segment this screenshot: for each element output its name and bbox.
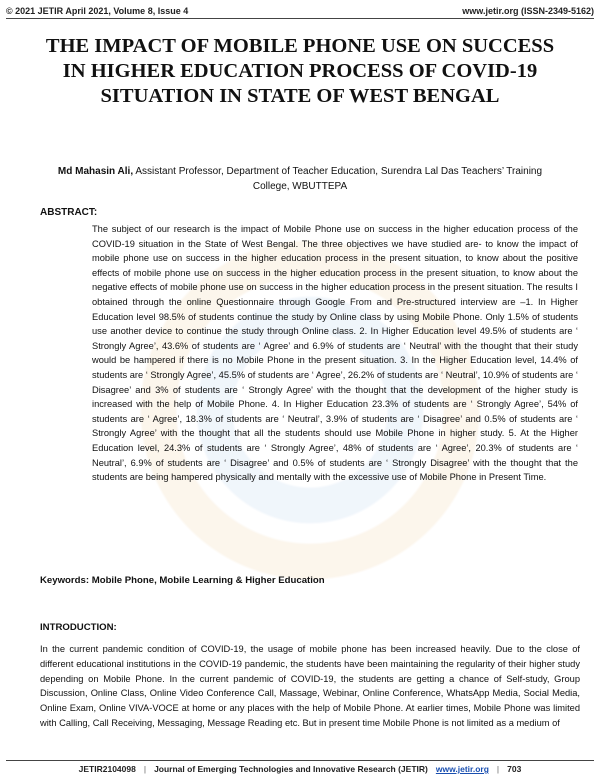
paper-title: THE IMPACT OF MOBILE PHONE USE ON SUCCESS IN HIGHER EDUCATION PROCESS OF COVID-19 SITUATION IN STATE OF WEST BENGAL bbox=[45, 35, 555, 107]
footer-divider bbox=[6, 760, 594, 761]
introduction-text: In the current pandemic condition of COVID-19, the usage of mobile phone has been increased heavily. Due to the close of different educational institutions in the COVID-19 pandemic, the students have been maintaining the regularity of their higher study depending on Mobile Phone. In the current pandemic of COVID-19, the students are getting a chance of Self-study, Group Discussion, Online Class, Online Video Conference Call, Massage, Webinar, Online Conference, WhatsApp Media, Social Media, Online Exam, Online VIVA-VOCE at home or any places with the help of Mobile Phone. At earlier times, Mobile Phone was limited with Calling, Call Receiving, Messaging, Message Reading etc. But in present time Mobile Phone is not limited as a medium of bbox=[40, 644, 580, 728]
header-divider bbox=[6, 18, 594, 19]
footer-paper-id: JETIR2104098 bbox=[78, 764, 136, 774]
header-website-issn: www.jetir.org (ISSN-2349-5162) bbox=[462, 6, 594, 16]
header-journal-info: © 2021 JETIR April 2021, Volume 8, Issue 4 bbox=[6, 6, 189, 16]
footer-separator: | bbox=[496, 764, 500, 774]
keywords-line: Keywords: Mobile Phone, Mobile Learning & Higher Education bbox=[40, 575, 325, 586]
footer-separator: | bbox=[143, 764, 147, 774]
author-name: Md Mahasin Ali, bbox=[57, 166, 134, 177]
running-footer bbox=[0, 763, 600, 775]
footer-journal-name: Journal of Emerging Technologies and Innovative Research (JETIR) bbox=[154, 764, 428, 774]
running-header bbox=[6, 4, 594, 18]
author-affiliation: Assistant Professor, Department of Teacher Education, Surendra Lal Das Teachers’ Training College, WBUTTEPA bbox=[135, 166, 543, 192]
introduction-heading: INTRODUCTION: bbox=[40, 622, 117, 633]
footer-page-number: 703 bbox=[507, 764, 522, 774]
abstract-text: The subject of our research is the impact of Mobile Phone use on success in the higher education process of the COVID-19 situation in the State of West Bengal. The three objectives we have studied are- to know the impact of mobile phone use on success in the higher education process in the present situation, to know about the positive effects of mobile phone use on success in the higher education process in the present situation, to know about the negative effects of mobile phone use on success in the higher education process in the present situation. The results I obtained through the online Questionnaire through Google From and Pre-structured interview are –1. In Higher Education level 98.5% of students continue the study by Online class by using Mobile Phone. Only 1.5% of students use another device to continue the study through Online class. 2. In Higher Education level 49.5% of students are ‘ Strongly Agree’, 43.6% of students are ‘ Agree’ and 6.9% of students are ‘ Neutral’ with the thought that their study would be hampered if there is no Mobile Phone in the present situation. 3. In the Higher Education level, 14.4% of students are ‘ Strongly Agree’, 45.5% of students are ‘ Agree’, 26.2% of students are ‘ Neutral’, 10.9% of students are ‘ Disagree’ and 3% of students are ‘ Strongly Agree' with the thought that the development of the higher study is increased with the help of Mobile Phone. 4. In Higher Education 23.3% of students are ‘ Strongly Agree’, 54% of students are ‘ Agree’, 18.3% of students are ‘ Neutral’, 3.9% of students are ‘ Disagree’ and 0.5% of students are ‘ Strongly Agree’ with the thought that all the students should use Mobile Phone in higher study. 5. At the Higher Education level, 24.3% of students are ‘ Strongly Agree’, 48% of students are ‘ Agree’, 20.3% of students are ‘ Neutral’, 6.9% of students are ‘ Disagree’ and 0.5% of students are ‘ Strongly Disagree’ with the thought that the students are being hampered physically and mentally with the excessive use of Mobile Phone in Present Time. bbox=[92, 224, 578, 483]
footer-website-link[interactable]: www.jetir.org bbox=[435, 764, 489, 774]
author-block bbox=[40, 164, 560, 194]
abstract-heading: ABSTRACT: bbox=[40, 207, 98, 218]
